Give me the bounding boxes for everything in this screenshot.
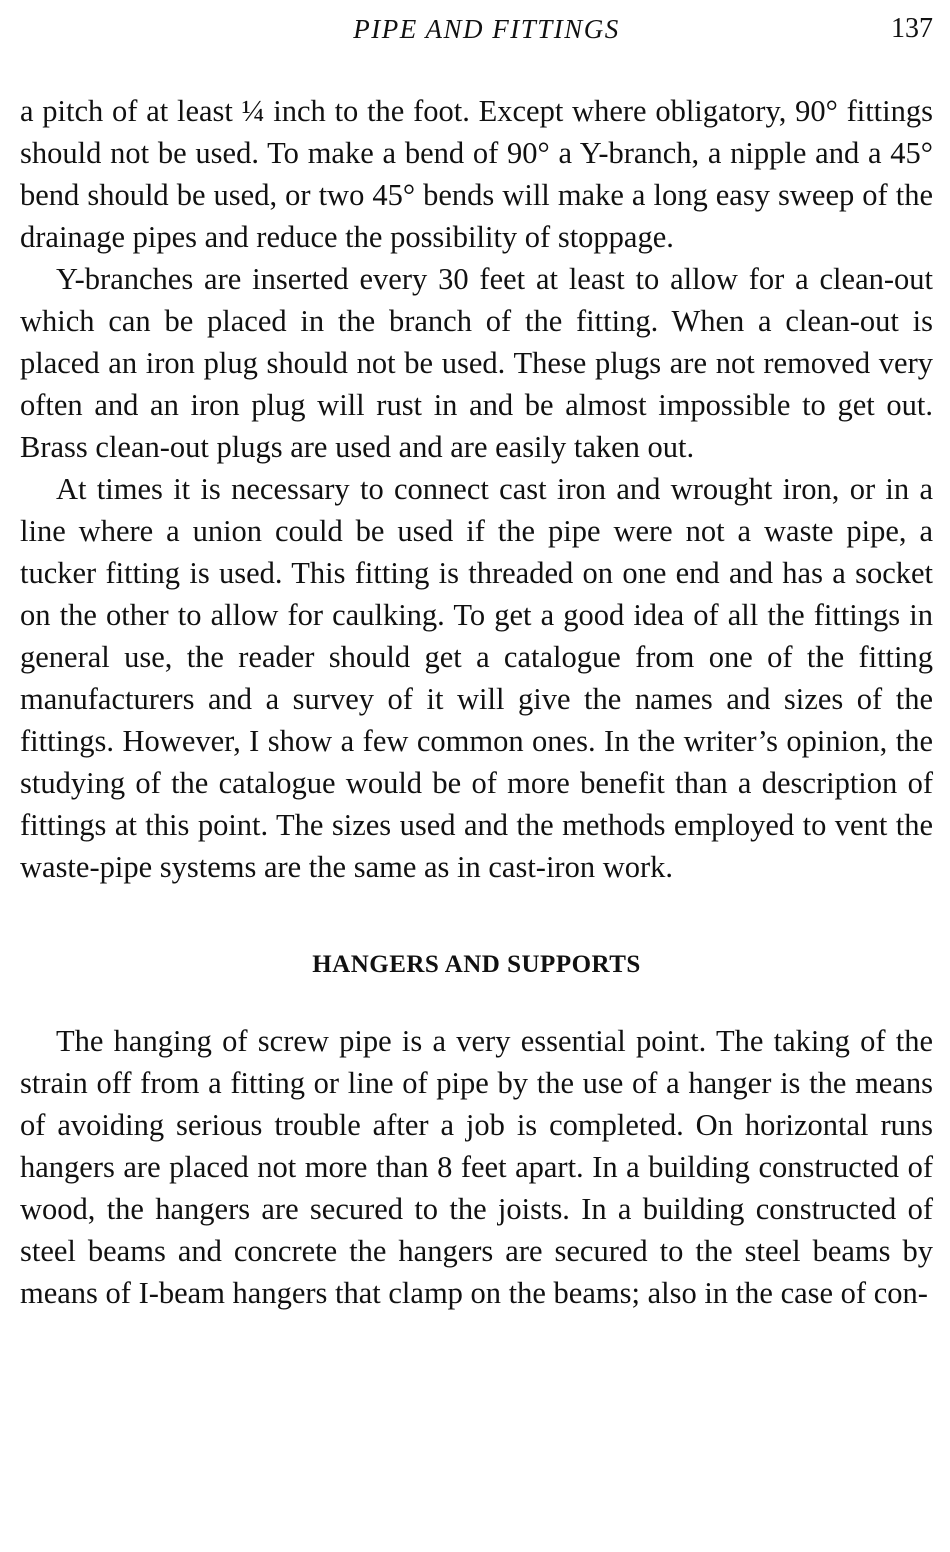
paragraph-tucker-fitting: At times it is necessary to connect cast iron and wrought iron, or in a line where a union could be used if the pipe were not a waste pipe, a tucker fitting is used. This fitting is threaded on one end and has a socket on the other to allow for caulking. To get a good idea of all the fittings in general use, the reader should get a catalogue from one of the fitting manufacturers and a survey of it will give the names and sizes of the fittings. However, I show a few common ones. In the writer’s opinion, the studying of the catalogue would be of more benefit than a description of fittings at this point. The sizes used and the methods employed to vent the waste-pipe systems are the same as in cast-iron work. xyxy=(20,472,933,884)
running-header xyxy=(20,8,933,50)
page-number: 137 xyxy=(891,13,933,44)
body-text xyxy=(20,90,933,888)
section-heading: HANGERS AND SUPPORTS xyxy=(312,951,641,978)
book-page xyxy=(20,8,933,1314)
paragraph-hangers: The hanging of screw pipe is a very essential point. The taking of the strain off from a fitting or line of pipe by the use of a hanger is the means of avoiding serious trouble after a job is completed. On horizontal runs hangers are placed not more than 8 feet apart. In a building constructed of wood, the hangers are secured to the joists. In a building constructed of steel beams and concrete the hangers are secured to the steel beams by means of I-beam hangers that clamp on the beams; also in the case of con- xyxy=(20,1024,933,1310)
paragraph-y-branches: Y-branches are inserted every 30 feet at least to allow for a clean-out which can be placed in the branch of the fitting. When a clean-out is placed an iron plug should not be used. These plugs are not removed very often and an iron plug will rust in and be almost impossible to get out. Brass clean-out plugs are used and are easily taken out. xyxy=(20,262,933,464)
section-body xyxy=(20,1020,933,1314)
paragraph-continuation: a pitch of at least ¼ inch to the foot. Except where obligatory, 90° fittings should not be used. To make a bend of 90° a Y-branch, a nipple and a 45° bend should be used, or two 45° bends will make a long easy sweep of the drainage pipes and reduce the possibility of stoppage. xyxy=(20,94,933,254)
running-title: PIPE AND FITTINGS xyxy=(353,14,620,44)
